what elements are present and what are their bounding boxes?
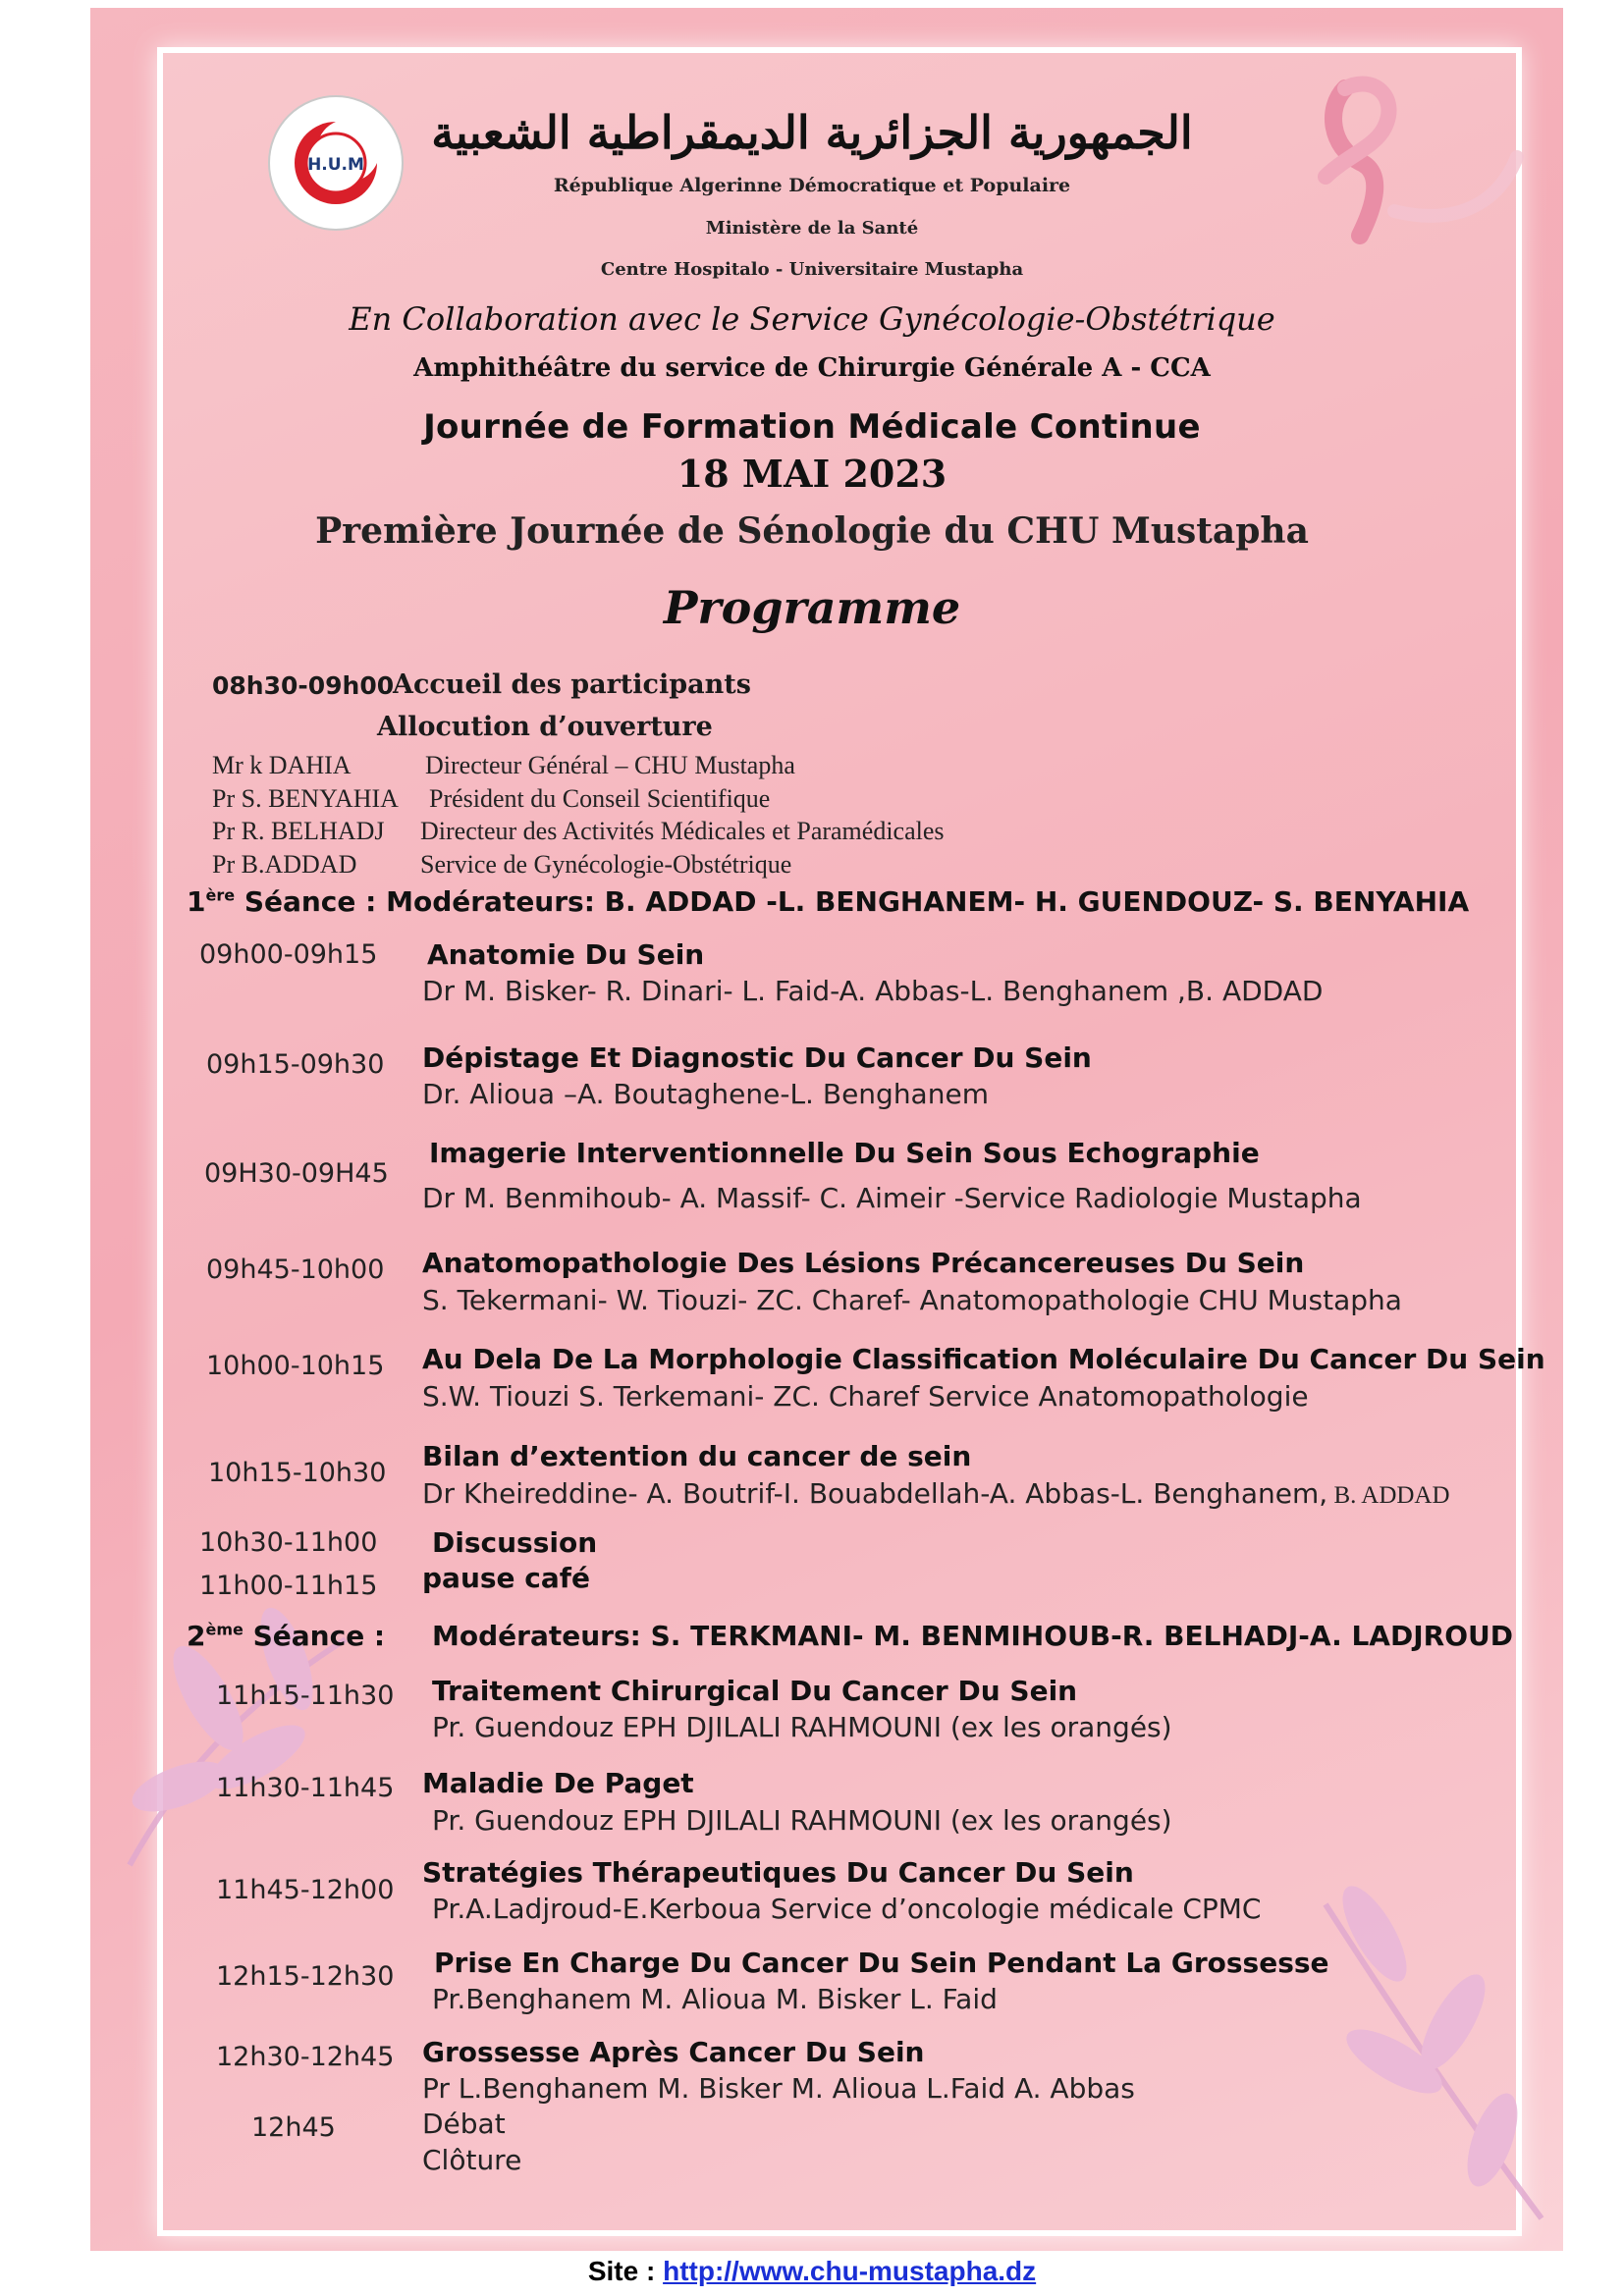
seance-1-header [187,885,1469,918]
session-authors: S.W. Tiouzi S. Terkemani- ZC. Charef Service Anatomopathologie [422,1380,1309,1413]
leaf-branch-right-icon [1267,1845,1561,2238]
venue-line: Amphithéâtre du service de Chirurgie Générale A - CCA [413,353,1211,383]
speaker-role: Directeur des Activités Médicales et Paramédicales [420,817,945,845]
session-authors: Pr.Benghanem M. Alioua M. Bisker L. Faid [432,1983,998,2015]
session-title: Au Dela De La Morphologie Classification Moléculaire Du Cancer Du Sein [422,1343,1545,1375]
opening-welcome: Accueil des participants [393,669,751,700]
session-title: Prise En Charge Du Cancer Du Sein Pendant La Grossesse [434,1947,1329,1979]
seance-2-moderators: Modérateurs: S. TERKMANI- M. BENMIHOUB-R. BELHADJ-A. LADJROUD [432,1620,1513,1652]
logo-text: H.U.M [307,155,364,175]
republic-line: République Algerinne Démocratique et Populaire [553,175,1071,196]
seance-number: 1 [187,885,206,918]
ministry-line: Ministère de la Santé [705,218,919,239]
speaker-role: Directeur Général – CHU Mustapha [425,751,795,779]
opening-time: 08h30-09h00 [212,671,395,700]
session-time: 10h15-10h30 [208,1458,387,1488]
closing-cloture: Clôture [422,2144,522,2176]
session-time: 11h30-11h45 [216,1773,395,1803]
break-time: 10h30-11h00 [199,1527,378,1558]
speaker-name: Pr B.ADDAD [212,850,357,879]
opening-allocution: Allocution d’ouverture [377,712,713,742]
site-label: Site : [587,2256,656,2286]
collaboration-line: En Collaboration avec le Service Gynécologie-Obstétrique [349,300,1275,338]
speaker-role: Service de Gynécologie-Obstétrique [420,850,792,879]
session-time: 11h45-12h00 [216,1875,395,1905]
break-label: Discussion [432,1526,598,1559]
session-time: 11h15-11h30 [216,1681,395,1711]
session-authors: Dr. Alioua –A. Boutaghene-L. Benghanem [422,1078,989,1110]
event-date: 18 MAI 2023 [677,452,947,496]
session-title: Dépistage Et Diagnostic Du Cancer Du Sein [422,1041,1092,1074]
speaker-name: Pr R. BELHADJ [212,817,385,845]
session-time: 12h30-12h45 [216,2042,395,2072]
session-title: Imagerie Interventionnelle Du Sein Sous Echographie [429,1137,1260,1169]
speaker-name: Mr k DAHIA [212,751,352,779]
site-link[interactable]: http://www.chu-mustapha.dz [663,2256,1037,2286]
session-authors: Pr.A.Ladjroud-E.Kerboua Service d’oncologie médicale CPMC [432,1893,1262,1925]
break-label: pause café [422,1562,590,1594]
speaker-role: Président du Conseil Scientifique [429,784,771,813]
session-title: Maladie De Paget [422,1767,694,1799]
session-title: Bilan d’extention du cancer de sein [422,1440,972,1472]
programme-heading: Programme [663,581,961,634]
seance-label: Séance : [243,1620,386,1652]
centre-line: Centre Hospitalo - Universitaire Mustapha [600,259,1024,280]
session-title: Traitement Chirurgical Du Cancer Du Sein [432,1675,1078,1707]
session-time: 09H30-09H45 [204,1158,389,1189]
session-authors-tail: B. ADDAD [1327,1482,1450,1509]
seance-number: 2 [187,1620,206,1652]
session-authors: Pr. Guendouz EPH DJILALI RAHMOUNI (ex les orangés) [432,1804,1172,1837]
break-time: 11h00-11h15 [199,1571,378,1601]
session-title: Anatomie Du Sein [427,938,705,971]
seance-superscript: ème [205,1620,244,1639]
session-authors [422,1477,1450,1510]
session-authors: Pr. Guendouz EPH DJILALI RAHMOUNI (ex les orangés) [432,1711,1172,1743]
seance-superscript: ère [205,885,236,905]
site-footer [0,2256,1624,2287]
closing-debate: Débat [422,2108,506,2140]
speaker-name: Pr S. BENYAHIA [212,784,399,813]
closing-time: 12h45 [251,2112,336,2143]
seance-2-header [187,1620,385,1652]
session-time: 09h00-09h15 [199,939,378,970]
session-title: Stratégies Thérapeutiques Du Cancer Du Sein [422,1856,1134,1889]
session-authors: Dr M. Bisker- R. Dinari- L. Faid-A. Abbas-L. Benghanem ,B. ADDAD [422,975,1324,1007]
event-name: Première Journée de Sénologie du CHU Mustapha [315,510,1309,552]
session-time: 10h00-10h15 [206,1351,385,1381]
arabic-title: الجمهورية الجزائرية الديمقراطية الشعبية [431,106,1193,159]
seance-moderators: Séance : Modérateurs: B. ADDAD -L. BENGHANEM- H. GUENDOUZ- S. BENYAHIA [235,885,1470,918]
session-authors-main: Dr Kheireddine- A. Boutrif-I. Bouabdellah-A. Abbas-L. Benghanem, [422,1477,1328,1510]
session-time: 09h15-09h30 [206,1049,385,1080]
session-authors: S. Tekermani- W. Tiouzi- ZC. Charef- Anatomopathologie CHU Mustapha [422,1284,1402,1316]
session-title: Anatomopathologie Des Lésions Précancereuses Du Sein [422,1247,1305,1279]
session-authors: Pr L.Benghanem M. Bisker M. Alioua L.Faid A. Abbas [422,2072,1135,2105]
session-authors: Dr M. Benmihoub- A. Massif- C. Aimeir -Service Radiologie Mustapha [422,1182,1362,1214]
session-time: 12h15-12h30 [216,1961,395,1992]
session-title: Grossesse Après Cancer Du Sein [422,2036,925,2068]
event-type: Journée de Formation Médicale Continue [423,407,1201,447]
session-time: 09h45-10h00 [206,1255,385,1285]
